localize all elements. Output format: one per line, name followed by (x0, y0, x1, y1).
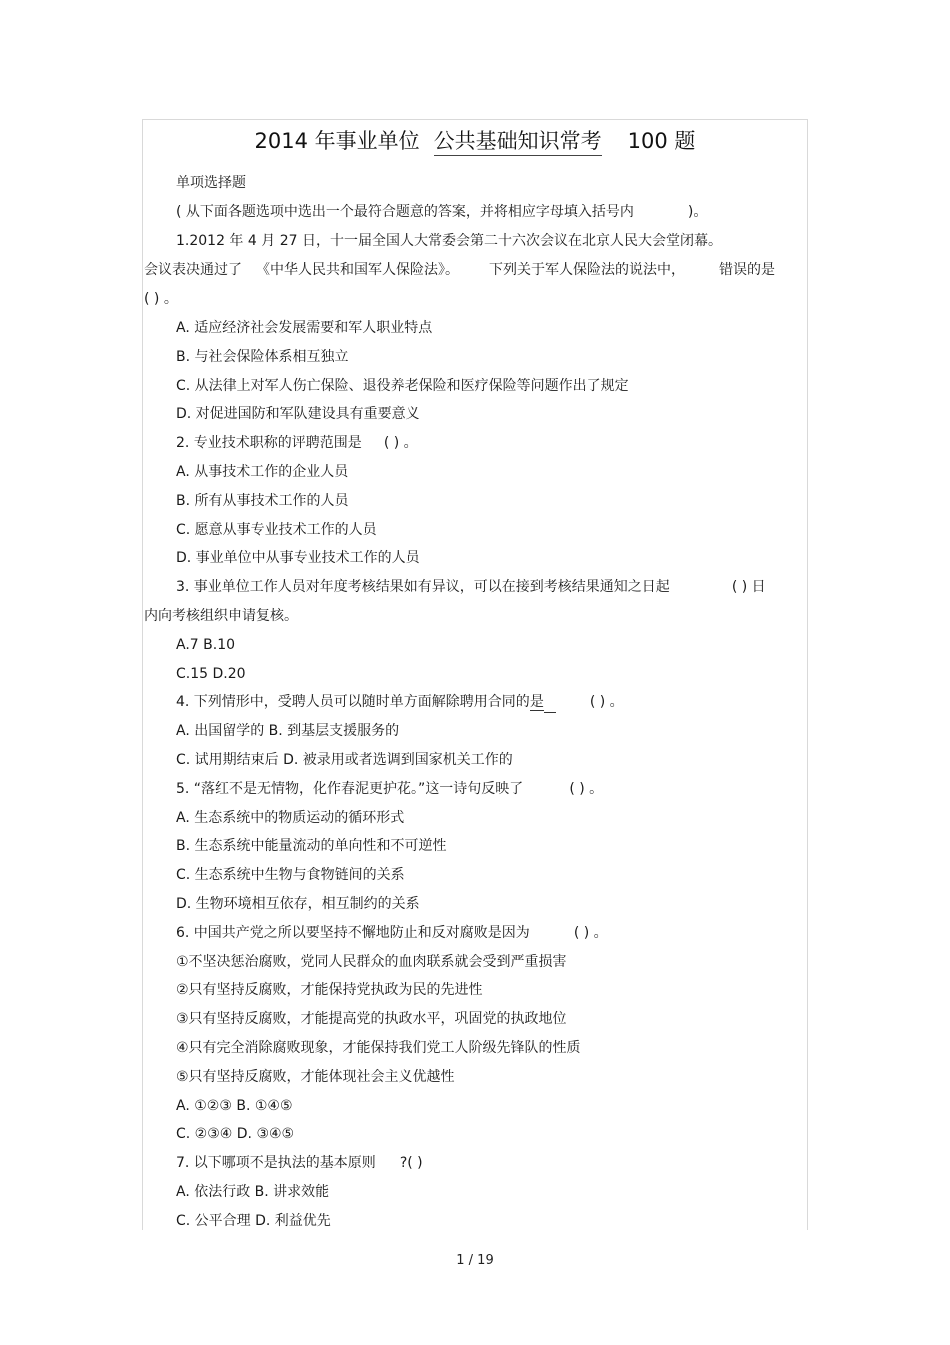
q6-statement-3: ③只有坚持反腐败，才能提高党的执政水平，巩固党的执政地位 (176, 1011, 567, 1027)
instruction-end: )。 (687, 204, 708, 220)
q3-text: 3. 事业单位工作人员对年度考核结果如有异议，可以在接到考核结果通知之日起 (176, 579, 670, 595)
question-1-stem: 1.2012 年 4 月 27 日，十一届全国人大常委会第二十六次会议在北京人民大会堂闭幕。 (176, 233, 722, 249)
q2-text: 2. 专业技术职称的评聘范围是 (176, 435, 362, 451)
question-5-stem (176, 779, 603, 799)
q7-text: 7. 以下哪项不是执法的基本原则 (176, 1155, 376, 1171)
q1-option-c: C. 从法律上对军人伤亡保险、退役养老保险和医疗保险等问题作出了规定 (176, 378, 629, 394)
q1-text-d: 错误的是 (719, 262, 775, 278)
question-7-stem (176, 1153, 423, 1173)
q2-option-a: A. 从事技术工作的企业人员 (176, 464, 349, 480)
q1-option-a: A. 适应经济社会发展需要和军人职业特点 (176, 320, 433, 336)
q6-statement-2: ②只有坚持反腐败，才能保持党执政为民的先进性 (176, 982, 483, 998)
q1-option-b: B. 与社会保险体系相互独立 (176, 349, 349, 365)
q7-blank: ?( ) (399, 1155, 423, 1171)
q1-text-b: 《中华人民共和国军人保险法》。 (256, 262, 459, 278)
instruction-line (176, 202, 707, 222)
q6-options-ab: A. ①②③ B. ①④⑤ (176, 1098, 293, 1114)
q6-statement-1: ①不坚决惩治腐败，党同人民群众的血肉联系就会受到严重损害 (176, 954, 567, 970)
q5-option-c: C. 生态系统中生物与食物链间的关系 (176, 867, 405, 883)
q5-option-d: D. 生物环境相互依存，相互制约的关系 (176, 896, 420, 912)
q3-blank: ( ) 日 (731, 579, 766, 595)
instruction-text: ( 从下面各题选项中选出一个最符合题意的答案，并将相应字母填入括号内 (176, 204, 634, 220)
q4-underlined: 是 (529, 694, 544, 710)
q5-blank: ( ) 。 (569, 781, 604, 797)
q7-options-ab: A. 依法行政 B. 讲求效能 (176, 1184, 330, 1200)
section-heading: 单项选择题 (176, 175, 246, 191)
question-2-stem (176, 433, 418, 453)
q4-options-cd: C. 试用期结束后 D. 被录用或者选调到国家机关工作的 (176, 752, 513, 768)
q5-option-a: A. 生态系统中的物质运动的循环形式 (176, 810, 405, 826)
q5-option-b: B. 生态系统中能量流动的单向性和不可逆性 (176, 838, 447, 854)
q2-option-b: B. 所有从事技术工作的人员 (176, 493, 349, 509)
q4-options-ab: A. 出国留学的 B. 到基层支援服务的 (176, 723, 400, 739)
q2-blank: ( ) 。 (383, 435, 418, 451)
q3-options-ab: A.7 B.10 (176, 637, 236, 653)
title-part-3: 100 题 (627, 129, 696, 153)
q5-text: 5. “落红不是无情物，化作春泥更护花。”这一诗句反映了 (176, 781, 524, 797)
q2-option-c: C. 愿意从事专业技术工作的人员 (176, 522, 377, 538)
question-4-stem (176, 692, 624, 713)
q1-option-d: D. 对促进国防和军队建设具有重要意义 (176, 406, 420, 422)
q4-blank: ( ) 。 (589, 694, 624, 710)
q6-statement-5: ⑤只有坚持反腐败，才能体现社会主义优越性 (176, 1069, 455, 1085)
q7-options-cd: C. 公平合理 D. 利益优先 (176, 1213, 331, 1229)
question-1-blank: ( ) 。 (144, 291, 178, 307)
q1-text-c: 下列关于军人保险法的说法中， (489, 262, 685, 278)
q6-options-cd: C. ②③④ D. ③④⑤ (176, 1126, 295, 1142)
q2-option-d: D. 事业单位中从事专业技术工作的人员 (176, 550, 420, 566)
question-6-stem (176, 923, 608, 943)
q3-options-cd: C.15 D.20 (176, 666, 246, 682)
title-part-2: 公共基础知识常考 (434, 127, 602, 156)
q6-statement-4: ④只有完全消除腐败现象，才能保持我们党工人阶级先锋队的性质 (176, 1040, 581, 1056)
question-3-stem-cont: 内向考核组织申请复核。 (144, 608, 298, 624)
page-number: 1 / 19 (456, 1253, 494, 1268)
q1-text-a: 会议表决通过了 (144, 262, 242, 278)
q6-blank: ( ) 。 (573, 925, 608, 941)
q6-text: 6. 中国共产党之所以要坚持不懈地防止和反对腐败是因为 (176, 925, 530, 941)
document-title (0, 125, 950, 157)
question-3-stem (176, 577, 766, 597)
question-1-stem-cont (144, 260, 775, 280)
q4-text: 4. 下列情形中，受聘人员可以随时单方面解除聘用合同的 (176, 694, 530, 710)
title-part-1: 2014 年事业单位 (254, 129, 420, 153)
